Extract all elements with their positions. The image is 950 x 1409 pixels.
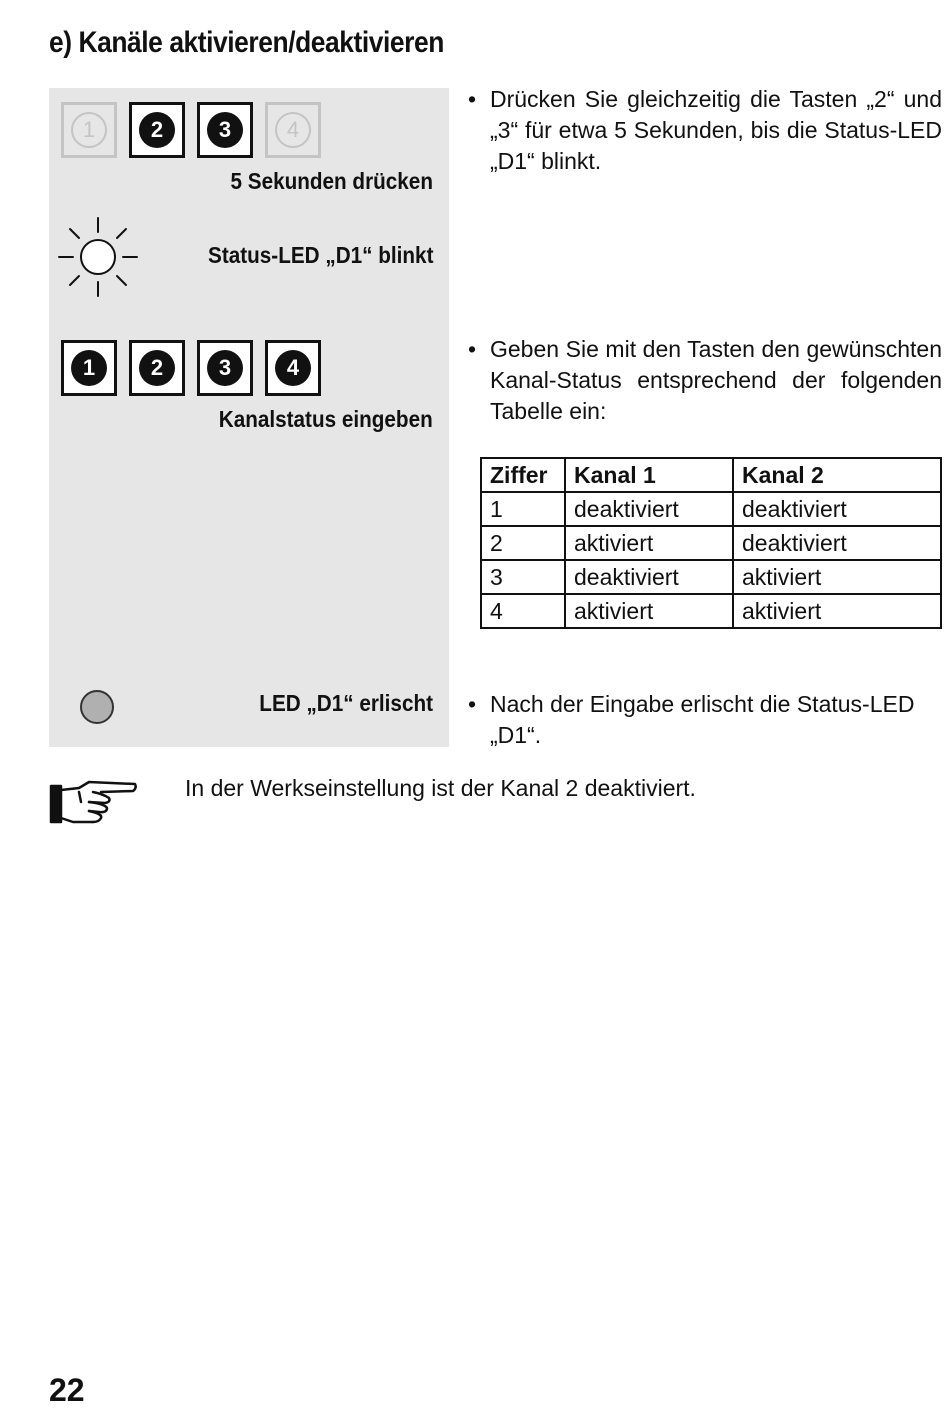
table-cell: 4 xyxy=(481,594,565,628)
led-blinking-icon xyxy=(57,216,139,298)
section-heading: e) Kanäle aktivieren/deaktivieren xyxy=(49,26,444,59)
led-off-icon xyxy=(80,690,114,724)
step-caption-blink: Status-LED „D1“ blinkt xyxy=(207,242,433,268)
instruction-bullet: • Drücken Sie gleichzeitig die Tasten „2“ und „3“ für etwa 5 Sekunden, bis die Status-LED „D1“ blinkt. xyxy=(468,86,942,174)
key-4: 4 xyxy=(265,340,321,396)
table-row xyxy=(481,560,941,594)
key-row-press xyxy=(61,102,321,158)
instruction-bullet: • Geben Sie mit den Tasten den gewünschten Kanal-Status entsprechend der folgenden Tabelle ein: xyxy=(468,336,942,424)
step-caption-led-off: LED „D1“ erlischt xyxy=(259,690,433,716)
table-header-cell: Kanal 1 xyxy=(565,458,733,492)
key-1: 1 xyxy=(61,102,117,158)
table-cell: deaktiviert xyxy=(733,526,941,560)
table-cell: aktiviert xyxy=(733,594,941,628)
key-3: 3 xyxy=(197,102,253,158)
table-cell: deaktiviert xyxy=(565,492,733,526)
table-header-cell: Kanal 2 xyxy=(733,458,941,492)
table-cell: aktiviert xyxy=(733,560,941,594)
key-row-input xyxy=(61,340,321,396)
table-cell: 1 xyxy=(481,492,565,526)
note-text: In der Werkseinstellung ist der Kanal 2 deaktiviert. xyxy=(185,775,696,801)
table-header-row xyxy=(481,458,941,492)
key-2: 2 xyxy=(129,340,185,396)
instruction-bullet: • Nach der Eingabe erlischt die Status-LED „D1“. xyxy=(468,691,915,748)
table-row xyxy=(481,594,941,628)
key-3: 3 xyxy=(197,340,253,396)
table-row xyxy=(481,492,941,526)
step-caption-input: Kanalstatus eingeben xyxy=(219,406,433,432)
instruction-panel xyxy=(49,88,449,747)
key-2: 2 xyxy=(129,102,185,158)
key-1: 1 xyxy=(61,340,117,396)
step-caption-press: 5 Sekunden drücken xyxy=(230,168,433,194)
table-cell: 2 xyxy=(481,526,565,560)
page-number: 22 xyxy=(49,1372,85,1408)
table-row xyxy=(481,526,941,560)
key-4: 4 xyxy=(265,102,321,158)
table-header-cell: Ziffer xyxy=(481,458,565,492)
table-cell: deaktiviert xyxy=(733,492,941,526)
table-cell: aktiviert xyxy=(565,594,733,628)
table-cell: aktiviert xyxy=(565,526,733,560)
table-cell: deaktiviert xyxy=(565,560,733,594)
pointing-hand-icon xyxy=(49,778,139,828)
table-cell: 3 xyxy=(481,560,565,594)
channel-status-table xyxy=(480,457,942,629)
